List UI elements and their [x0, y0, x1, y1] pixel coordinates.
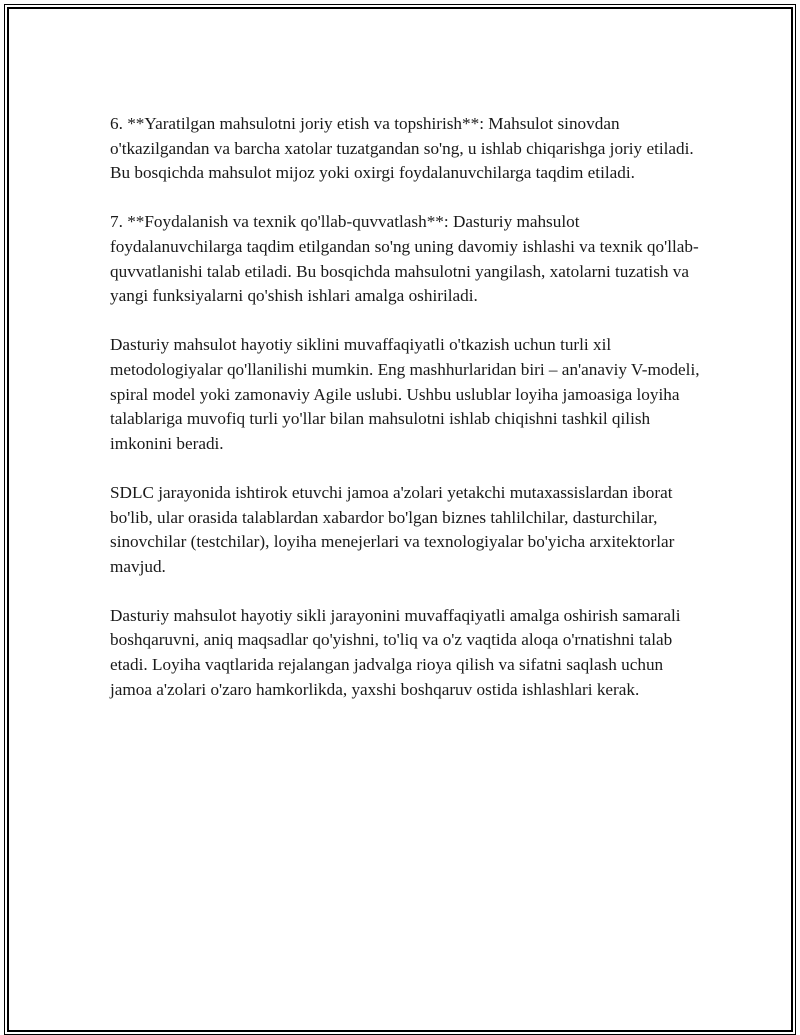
paragraph-step-6: 6. **Yaratilgan mahsulotni joriy etish va topshirish**: Mahsulot sinovdan o'tkazilgandan va barcha xatolar tuzatgandan so'ng, u ishlab chiqarishga joriy etiladi. Bu bosqichda mahsulot mijoz yoki oxirgi foydalanuvchilarga taqdim etiladi. [110, 114, 694, 183]
paragraph-methodologies: Dasturiy mahsulot hayotiy siklini muvaffaqiyatli o'tkazish uchun turli xil metodologiyalar qo'llanilishi mumkin. Eng mashhurlaridan biri – an'anaviy V-modeli, spiral model yoki zamonaviy Agile uslubi. Ushbu uslublar loyiha jamoasiga loyiha talablariga muvofiq turli yo'llar bilan mahsulotni ishlab chiqishni tashkil qilish imkonini beradi. [110, 335, 700, 453]
paragraph-step-7: 7. **Foydalanish va texnik qo'llab-quvvatlash**: Dasturiy mahsulot foydalanuvchilarga taqdim etilgandan so'ng uning davomiy ishlashi va texnik qo'llab-quvvatlanishi talab etiladi. Bu bosqichda mahsulotni yangilash, xatolarni tuzatish va yangi funksiyalarni qo'shish ishlari amalga oshiriladi. [110, 212, 699, 306]
paragraph-management: Dasturiy mahsulot hayotiy sikli jarayonini muvaffaqiyatli amalga oshirish samarali boshqaruvni, aniq maqsadlar qo'yishni, to'liq va o'z vaqtida aloqa o'rnatishni talab etadi. Loyiha vaqtlarida rejalangan jadvalga rioya qilish va sifatni saqlash uchun jamoa a'zolari o'zaro hamkorlikda, yaxshi boshqaruv ostida ishlashlari kerak. [110, 605, 681, 699]
paragraph-sdlc-team: SDLC jarayonida ishtirok etuvchi jamoa a'zolari yetakchi mutaxassislardan iborat bo'lib, ular orasida talablardan xabardor bo'lgan biznes tahlilchilar, dasturchilar, sinovchilar (testchilar), loyiha menejerlari va texnologiyalar bo'yicha arxitektorlar mavjud. [110, 482, 675, 576]
document-body [110, 112, 700, 702]
